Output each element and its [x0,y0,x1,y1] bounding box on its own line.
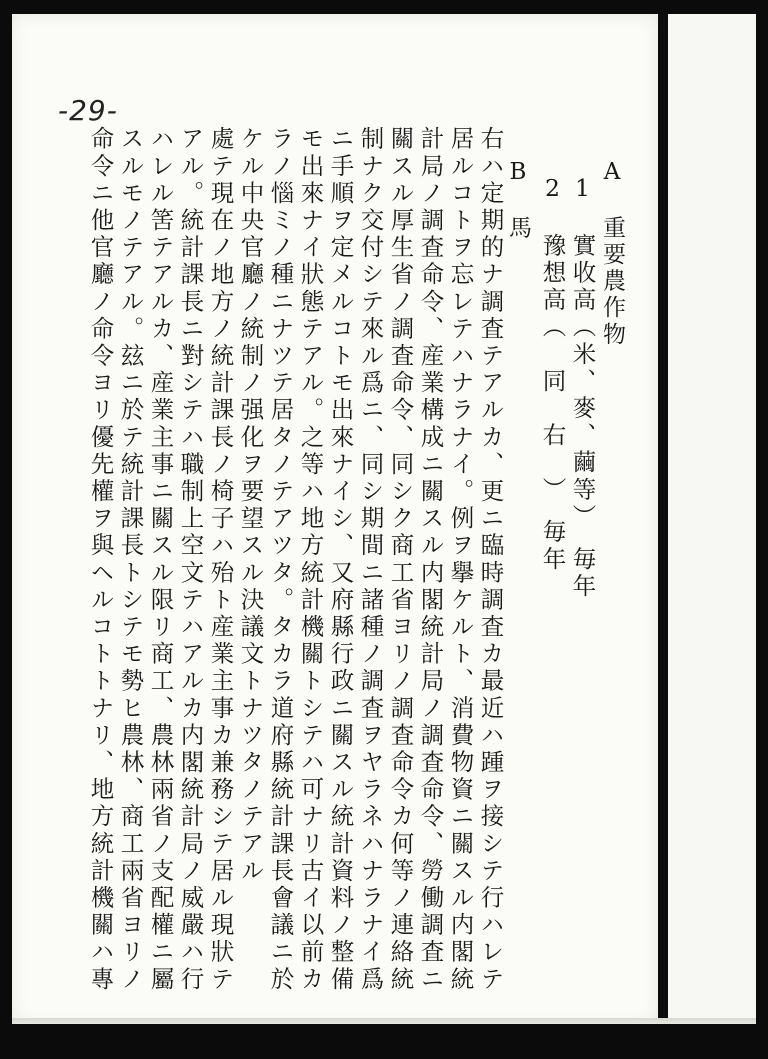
heading-b: B 馬 [505,159,531,242]
page-number: -29- [58,94,118,127]
page-gutter [658,14,668,1024]
page-bottom-edge [12,1018,756,1024]
paragraph-line: ニ手順ヲ定メルコトモ出來ナイシ、又府縣行政ニ關スル統計資料ノ整備 [326,126,355,994]
paragraph-line: ケル中央官廳ノ統制ノ强化ヲ要望スル決議文トナツタノテアル [236,126,265,885]
paragraph-line: 處テ現在ノ地方ノ統計課長ノ椅子ハ殆ト産業主事カ兼務シテ居ル現狀テ [206,126,235,994]
heading-a: A 重要農作物 [599,159,625,349]
paragraph-line: 制ナク交付シテ來ル爲ニ、同シ期間ニ諸種ノ調査ヲヤラネハナラナイ爲 [356,126,385,994]
paragraph-line: 右ハ定期的ナ調査テアルカ、更ニ臨時調査カ最近ハ踵ヲ接シテ行ハレテ [476,126,505,994]
paragraph-line: モ出來ナイ狀態テアル。之等ハ地方統計機關トシテハ可ナリ古イ以前カ [296,126,325,994]
item-2: 2 豫想高（ 同 右 ） 毎年 [538,174,567,574]
paragraph-line: スルモノテアル。玆ニ於テ統計課長トシテモ勢ヒ農林、商工兩省ヨリノ [116,126,145,994]
document-page [12,14,658,1024]
adjacent-page-edge [668,14,756,1022]
paragraph-line: 命令ニ他官廳ノ命令ヨリ優先權ヲ與ヘルコトトナリ、地方統計機關ハ專 [86,126,115,994]
paragraph-line: ハレル筈テアルカ、産業主事ニ關スル限リ商工、農林兩省ノ支配權ニ屬 [146,126,175,994]
paragraph-line: ラノ惱ミノ種ニナツテ居タノテアツタ。タカラ道府縣統計課長會議ニ於 [266,126,295,994]
item-1: 1 實收高（米、麥、繭等） 毎年 [568,174,597,601]
paragraph-line: 關スル厚生省ノ調査命令、同シク商工省ヨリノ調査命令カ何等ノ連絡統 [386,126,415,994]
paragraph-line: 計局ノ調査命令、産業構成ニ關スル内閣統計局ノ調査命令、勞働調査ニ [416,126,445,994]
paragraph-line: 居ルコトヲ忘レテハナラナイ。例ヲ擧ケルト、消費物資ニ關スル内閣統 [446,126,475,994]
paragraph-line: アル。統計課長ニ對シテハ職制上空文テハアルカ内閣統計局ノ威嚴ハ行 [176,126,205,994]
